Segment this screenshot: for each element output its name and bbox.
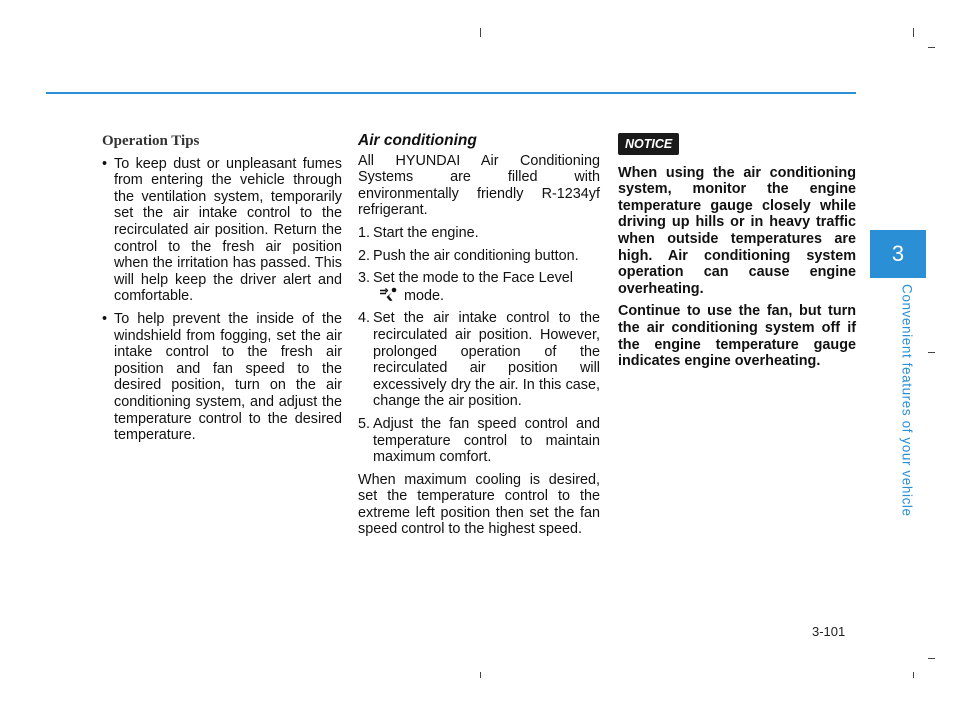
crop-mark-bottom-right-vertical: [913, 672, 914, 678]
left-column: [102, 133, 342, 450]
max-cooling-paragraph: When maximum cooling is desired, set the temperature control to the extreme left position then set the fan speed control to the highest speed.: [358, 471, 600, 538]
step-5: [358, 416, 600, 466]
step-3: [358, 270, 600, 304]
step-1-text: Start the engine.: [373, 224, 479, 241]
chapter-number-tab: 3: [870, 230, 926, 278]
chapter-title-vertical: [897, 284, 917, 517]
crop-mark-top-right-horizontal: [928, 47, 935, 48]
step-3-text-after: mode.: [404, 287, 444, 304]
air-conditioning-title: Air conditioning: [358, 132, 477, 149]
middle-column: [358, 133, 600, 544]
tip-bullet-2: • To help prevent the inside of the windshield from fogging, set the air intake control to the fresh air position and fan speed to the desired position, turn on the air conditioning system, and adjust the temperature control to the desired temperature.: [102, 311, 342, 444]
right-column: [618, 133, 856, 376]
header-rule: [46, 92, 856, 94]
notice-badge: NOTICE: [618, 133, 679, 155]
page-number: 3-101: [812, 624, 846, 639]
chapter-title-text: Convenient features of your vehicle: [899, 284, 915, 517]
step-1-number: 1.: [358, 224, 371, 241]
crop-mark-bottom-right-horizontal: [928, 658, 935, 659]
crop-mark-top-center: [480, 28, 481, 37]
notice-paragraph-1: When using the air conditioning system, monitor the engine temperature gauge closely while driving up hills or in heavy traffic when outside temperatures are high. Air conditioning system operation can cause engine overheating.: [618, 164, 856, 297]
step-5-number: 5.: [358, 415, 371, 432]
crop-mark-top-right-vertical: [913, 28, 914, 37]
step-5-text: Adjust the fan speed control and temperature control to maintain maximum comfort.: [373, 415, 600, 466]
step-2-number: 2.: [358, 247, 371, 264]
tip-bullet-1: • To keep dust or unpleasant fumes from entering the vehicle through the ventilation system, temporarily set the air intake control to the recirculated air position. Return the control to the fresh air position when the irritation has passed. This will help keep the driver alert and comfortable.: [102, 156, 342, 305]
step-3-number: 3.: [358, 270, 371, 287]
crop-mark-bottom-center: [480, 672, 481, 678]
step-3-text-before: Set the mode to the Face Level: [373, 270, 573, 287]
operation-tips-title: Operation Tips: [102, 133, 200, 149]
step-4: [358, 310, 600, 410]
crop-mark-right-middle: [928, 352, 935, 353]
step-4-text: Set the air intake control to the recirculated air position. However, prolonged operation of the recirculated air position will excessively dry the air. In this case, change the air position.: [373, 310, 600, 410]
ac-intro-paragraph: All HYUNDAI Air Conditioning Systems are filled with environmentally friendly R-1234yf refrigerant.: [358, 152, 600, 219]
notice-paragraph-2: Continue to use the fan, but turn the air conditioning system off if the engine temperature gauge indicates engine overheating.: [618, 303, 856, 370]
face-level-mode-icon: [379, 287, 399, 302]
step-1: [358, 225, 600, 242]
step-2-text: Push the air conditioning button.: [373, 247, 579, 264]
step-2: [358, 248, 600, 265]
step-4-number: 4.: [358, 310, 371, 327]
